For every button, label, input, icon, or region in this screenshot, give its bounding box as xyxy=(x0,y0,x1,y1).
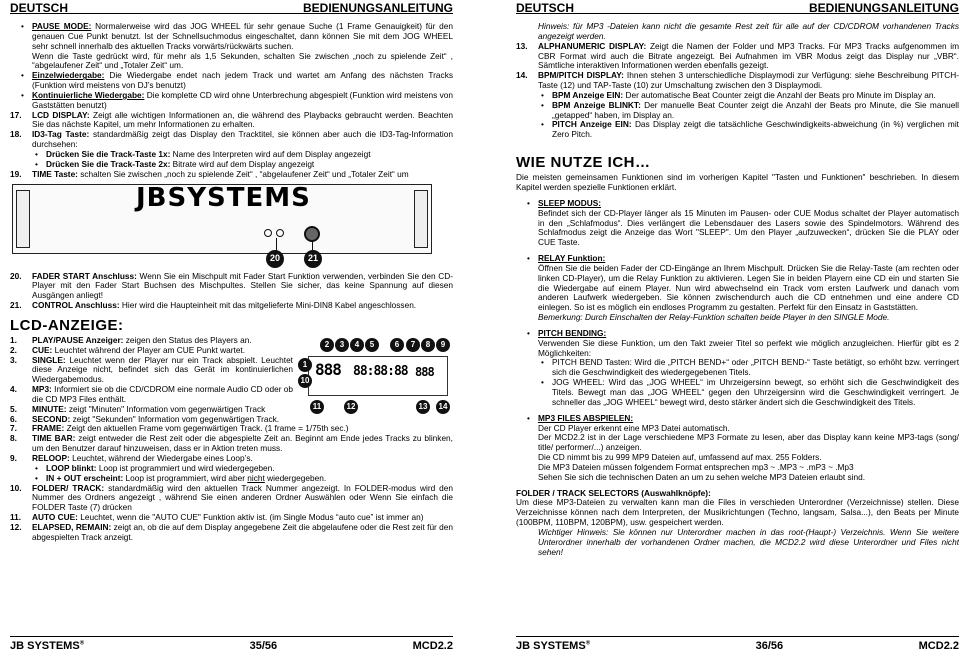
numbered-item: 21. CONTROL Anschluss: Hier wird die Haupteinheit mit das mitgelieferte Mini-DIN8 Kabel angeschlossen. xyxy=(10,300,417,311)
numbered-item: 20. FADER START Anschluss: Wenn Sie ein Mischpult mit Fader Start Funktion verwenden, verbinden Sie den CD-Player mit den Fader Start Buchsen des Mischpultes. Stellen Sie sicher, das keine Spannung auf diesen Ausgängen anliegt! xyxy=(10,270,454,301)
list-item: • Einzelwiedergabe: Die Wiedergabe endet nach jedem Track und wartet am Anfang des nächsten Tracks (Funktion wird meistens von DJ’s benutzt) xyxy=(10,71,453,91)
paragraph: Wenn die Taste gedrückt wird, für mehr als 1,5 Sekunden, schalten Sie zwischen „noch zu spielende Zeit“ , “abgelaufener Zeit“ und „Totaler Zeit“ um. xyxy=(32,50,453,71)
numbered-item: 7. FRAME: Zeigt den aktuellen Frame vom gegenwärtigen Track. (1 frame = 1/75th sec.) xyxy=(10,423,349,434)
lcd-list xyxy=(10,484,453,543)
lcd-callout-9: 9 xyxy=(436,338,450,352)
header-title: BEDIENUNGSANLEITUNG xyxy=(808,1,959,15)
mp3-line: Die CD nimmt bis zu 999 MP9 Dateien auf, umfassend auf max. 255 Folders. xyxy=(538,452,822,463)
mp3-line: Sehen Sie sich die technischen Daten an um zu sehen welche MP3 Dateien erlaubt sind. xyxy=(538,471,866,482)
lcd-callout-11: 11 xyxy=(310,400,324,414)
paragraph: Die meisten gemeinsamen Funktionen sind im vorherigen Kapitel "Tasten und Funktionen" beschrieben. In diesem Kapitel werden spezielle Funktionen erklärt. xyxy=(516,172,959,192)
lcd-callout-5: 5 xyxy=(365,338,379,352)
lcd-callout-14: 14 xyxy=(436,400,450,414)
footer-brand: JB SYSTEMS® xyxy=(516,640,591,652)
footer-page-number: 35/56 xyxy=(249,640,278,652)
list-item: • BPM Anzeige BLINKT: Der manuelle Beat Counter zeigt die Anzahl der Beats pro Minute, die Sie manuell „getapped“ haben, im Display an. xyxy=(516,101,959,121)
lcd-callout-1: 1 xyxy=(298,358,312,372)
lcd-callout-7: 7 xyxy=(406,338,420,352)
numbered-item: 19. TIME Taste: schalten Sie zwischen „noch zu spielende Zeit“ , “abgelaufener Zeit“ und „Totaler Zeit“ um xyxy=(10,168,409,179)
numbered-item: 4. MP3: Informiert sie ob die CD/CDROM eine normale Audio CD oder ob die CD MP3 Files enthält. xyxy=(10,384,294,404)
lcd-callout-13: 13 xyxy=(416,400,430,414)
list-item: • BPM Anzeige EIN: Der automatische Beat Counter zeigt die Anzahl der Beats pro Minute im Display an. xyxy=(516,91,959,101)
lcd-list xyxy=(10,336,453,464)
rear-panel-illustration xyxy=(12,184,432,266)
list-item: • MP3 FILES ABSPIELEN: xyxy=(516,414,959,424)
hint-note: Hinweis: für MP3 -Dateien kann nicht die gesamte Rest zeit für alle auf der CD/CDROM vorhandenen Tracks angezeigt werden. xyxy=(538,21,959,41)
numbered-item: 3. SINGLE: Leuchtet wenn der Player nur ein Track abspielt. Leuchtet diese Anzeige nicht, befindet sich das Gerät im kontinuierlichen Wiedergabemodus. xyxy=(10,354,293,385)
mount-ear xyxy=(414,190,428,248)
numbered-item: 12. ELAPSED, REMAIN: zeigt an, ob die auf dem Display angegebene Zeit die abgelaufene oder die Rest zeit für den abgespielten Track anzeigt. xyxy=(10,521,453,542)
footer-brand: JB SYSTEMS® xyxy=(10,640,85,652)
list-item: • Drücken Sie die Track-Taste 2x: Bitrate wird auf dem Display angezeigt xyxy=(10,160,453,170)
subsection-heading: FOLDER / TRACK SELECTORS (Auswahlknöpfe): xyxy=(516,487,711,498)
page-footer xyxy=(10,636,453,652)
numbered-item: 1. PLAY/PAUSE Anzeiger: zeigen den Status des Players an. xyxy=(10,334,252,345)
list-item: • PITCH BEND Tasten: Wird die „PITCH BEND+“ oder „PITCH BEND-“ Taste betätigt, so erhöht bzw. verringert sich die Geschwindigkeit des wiedergegebenen Titels. xyxy=(516,358,959,378)
lcd-section xyxy=(10,336,453,543)
paragraph: Um diese MP3-Dateien zu verwalten kann man die Files in verschieden Unterordner (Verzeichnisse) stellen. Diese Verzeichnisse können nach dem Interpreten, der Musikrichtungen (Techno, langsam, Salsa...), den Beats per Minute (100BPM, 110BPM, 120BPM), usw. gespeichert werden. xyxy=(516,497,959,528)
right-page xyxy=(516,0,959,654)
lcd-callout-10: 10 xyxy=(298,374,312,388)
list-item: • JOG WHEEL: Wird das „JOG WHEEL“ im Uhrzeigersinn bewegt, so erhöht sich die Geschwindigkeit des Titels. Bewegt man das „JOG WHEEL“ gegen den Uhrzeigersinn wird die Geschwindigkeit verringert. Je schneller das „JOG WHEEL“ bewegt wird, desto stärker ändert sich die Geschwindigkeit des Titels. xyxy=(516,378,959,408)
lcd-track-digits: 888 xyxy=(315,359,341,379)
numbered-item: 13. ALPHANUMERIC DISPLAY: Zeigt die Namen der Folder und MP3 Tracks. Für MP3 Tracks aufgenommen im CBR Format wird auch die Bitrate angezeigt. Bei Aufnahmen im VBR Modus zeigt das Display nur „VBR“. Sämtliche interaktiven Informationen werden ebenfalls gezeigt. xyxy=(516,40,959,71)
hint-note: Wichtiger Hinweis: Sie können nur Unterordner machen in das root-(Haupt-) Verzeichnis. Wenn Sie weitere Unterordner innerhalb der vorhandenen Ordner machen, die MCD2.2 wird diese Unterordner und Files nicht sehen! xyxy=(538,526,959,557)
section-heading: WIE NUTZE ICH… xyxy=(516,154,651,172)
page-header xyxy=(10,0,453,14)
header-title: BEDIENUNGSANLEITUNG xyxy=(302,1,453,15)
list-item: • PITCH BENDING: xyxy=(516,329,959,339)
numbered-item: 18. ID3-Tag Taste: standardmäßig zeigt das Display den Tracktitel, sie können aber auch die ID3-Tag-Information durchsehen: xyxy=(10,129,454,150)
numbered-item: 10. FOLDER/ TRACK: standardmäßig wird den aktuellen Track Nummer angezeigt. In FOLDER-modus wird den Nummer des Ordners angezeigt , während Sie einen anderen Ordner Auswählen oder Wenn Sie einfach die FOLDER Taste (7) drücken xyxy=(10,482,453,513)
note: Bemerkung: Durch Einschalten der Relay-Funktion schalten beide Player in den SINGLE Mode. xyxy=(538,312,890,323)
list-item: • Kontinuierliche Wiedergabe: Die komplette CD wird ohne Unterbrechung abgespielt (Funktion wird meistens von Gaststätten benutzt) xyxy=(10,91,453,111)
list-item: • LOOP blinkt: Loop ist programmiert und wird wiedergegeben. xyxy=(10,464,453,474)
list-item: • IN + OUT erscheint: Loop ist programmiert, wird aber nicht wiedergegeben. xyxy=(10,474,453,484)
page-footer xyxy=(516,636,959,652)
footer-model: MCD2.2 xyxy=(412,640,453,652)
page-header xyxy=(516,0,959,14)
mp3-line: Der MCD2.2 ist in der Lage verschiedene MP3 Formate zu lesen, aber das Display kann keine MP3-tags (song/ title/ performer/...) anzeigen. xyxy=(538,432,959,453)
paragraph: Öffnen Sie die beiden Fader der CD-Eingänge an Ihrem Mischpult. Drücken Sie die Relay-Taste (am rechten oder linken CD-Player), um die Relay Funktion zu aktivieren. Legen Sie in beiden Playern eine CD ein und starten Sie die Wiedergabe auf einem Player. Nun wird abwechselnd ein Track vom ersten Laufwerk und danach vom anderen Laufwerk wiedergeben. Sie können zwischendurch auch die CD entnehmen und eine andere CD einlegen. So ist es möglich ein endloses Programm zu gestalten. Perfekt für den Einsatz in Gaststätten. xyxy=(538,262,959,313)
numbered-item: 2. CUE: Leuchtet während der Player am CUE Punkt wartet. xyxy=(10,344,246,355)
list-item: • SLEEP MODUS: xyxy=(516,199,959,209)
mount-ear xyxy=(16,190,30,248)
list-item: • PAUSE MODE: Normalerweise wird das JOG WHEEL für sehr genaue Suche (1 Frame Genauigkeit) für den genauen Cue Punkt benutzt. Ist der Schnellsuchmodus eingeschaltet, dann können Sie mit dem JOG WHEEL sehr schnell innerhalb des aktuellen Tracks vorwärts/rückwärts suchen. xyxy=(10,22,453,52)
mp3-line: Der CD Player erkennt eine MP3 Datei automatisch. xyxy=(538,422,730,433)
paragraph: Verwenden Sie diese Funktion, um den Takt zweier Titel so perfekt wie möglich anzugleichen. Hierfür gibt es 2 Möglichkeiten: xyxy=(538,337,959,358)
callout-21: 21 xyxy=(304,250,322,268)
numbered-item: 14. BPM/PITCH DISPLAY: Ihnen stehen 3 unterschiedliche Displaymodi zur Verfügung: siehe Beschreibung PITCH-Taste (12) und TAP-Taste (10) zur Umschaltung zwischen den 3 Displaymodi. xyxy=(516,70,959,91)
header-language: DEUTSCH xyxy=(516,1,575,15)
lcd-callout-3: 3 xyxy=(335,338,349,352)
fader-start-jack xyxy=(276,229,284,237)
page-body xyxy=(516,22,959,558)
footer-page-number: 36/56 xyxy=(755,640,784,652)
numbered-item: 6. SECOND: zeigt "Sekunden" Information vom gegenwärtigen Track. xyxy=(10,413,280,424)
header-language: DEUTSCH xyxy=(10,1,69,15)
list-item: • PITCH Anzeige EIN: Das Display zeigt die tatsächliche Geschwindigkeits-abweichung (in %) verglichen mit Zero Pitch. xyxy=(516,120,959,140)
section-heading: LCD-ANZEIGE: xyxy=(10,316,124,334)
lcd-callout-12: 12 xyxy=(344,400,358,414)
numbered-item: 5. MINUTE: zeigt "Minuten" Information vom gegenwärtigen Track xyxy=(10,403,266,414)
lcd-callout-8: 8 xyxy=(421,338,435,352)
control-connector xyxy=(304,226,320,242)
numbered-item: 11. AUTO CUE: Leuchtet, wenn die "AUTO CUE" Funktion aktiv ist. (im Single Modus “auto cue” ist immer an) xyxy=(10,512,424,523)
page-body xyxy=(10,22,453,543)
fader-start-jack xyxy=(264,229,272,237)
footer-model: MCD2.2 xyxy=(918,640,959,652)
numbered-item: 17. LCD DISPLAY: Zeigt alle wichtigen Informationen an, die während des Playbacks gebraucht werden. Beachten Sie das nächste Kapitel, um mehr Informationen zu erhalten. xyxy=(10,109,454,130)
left-page xyxy=(10,0,453,654)
lcd-callout-6: 6 xyxy=(390,338,404,352)
numbered-item: 9. RELOOP: Leuchtet, während der Wiedergabe eines Loop’s. xyxy=(10,453,253,463)
lcd-callout-2: 2 xyxy=(320,338,334,352)
numbered-item: 8. TIME BAR: zeigt entweder die Rest zeit oder die abgespielte Zeit an. Beginnt am Ende jedes Tracks zu blinken, um den Benutzer darauf hinzuweisen, dass er in Aktion treten muss. xyxy=(10,433,453,454)
lcd-callout-4: 4 xyxy=(350,338,364,352)
brand-logo: JBSYSTEMS xyxy=(136,182,311,213)
list-item: • Drücken Sie die Track-Taste 1x: Name des Interpreten wird auf dem Display angezeigt xyxy=(10,150,453,160)
callout-20: 20 xyxy=(266,250,284,268)
lcd-bpm-digits: 888 xyxy=(415,364,434,379)
list-item: • RELAY Funktion: xyxy=(516,254,959,264)
lcd-time-digits: 88:88:88 xyxy=(353,363,408,379)
mp3-lines xyxy=(516,424,959,483)
mp3-line: Die MP3 Dateien müssen folgendem Format entsprechen mp3 ~ .MP3 ~ .mP3 ~ .Mp3 xyxy=(538,461,854,472)
paragraph: Befindet sich der CD-Player länger als 15 Minuten im Pausen- oder CUE Modus schaltet der Player automatisch in den „Schlafmodus“. Dies verlängert die Lebensdauer des Lasers sowie des Spindelmotors. Während des Schlafmodus zeigt die Anzeige das Wort "SLEEP". Um den Player „aufzuwecken“, drücken Sie die PLAY oder CUE Taste. xyxy=(538,207,959,248)
